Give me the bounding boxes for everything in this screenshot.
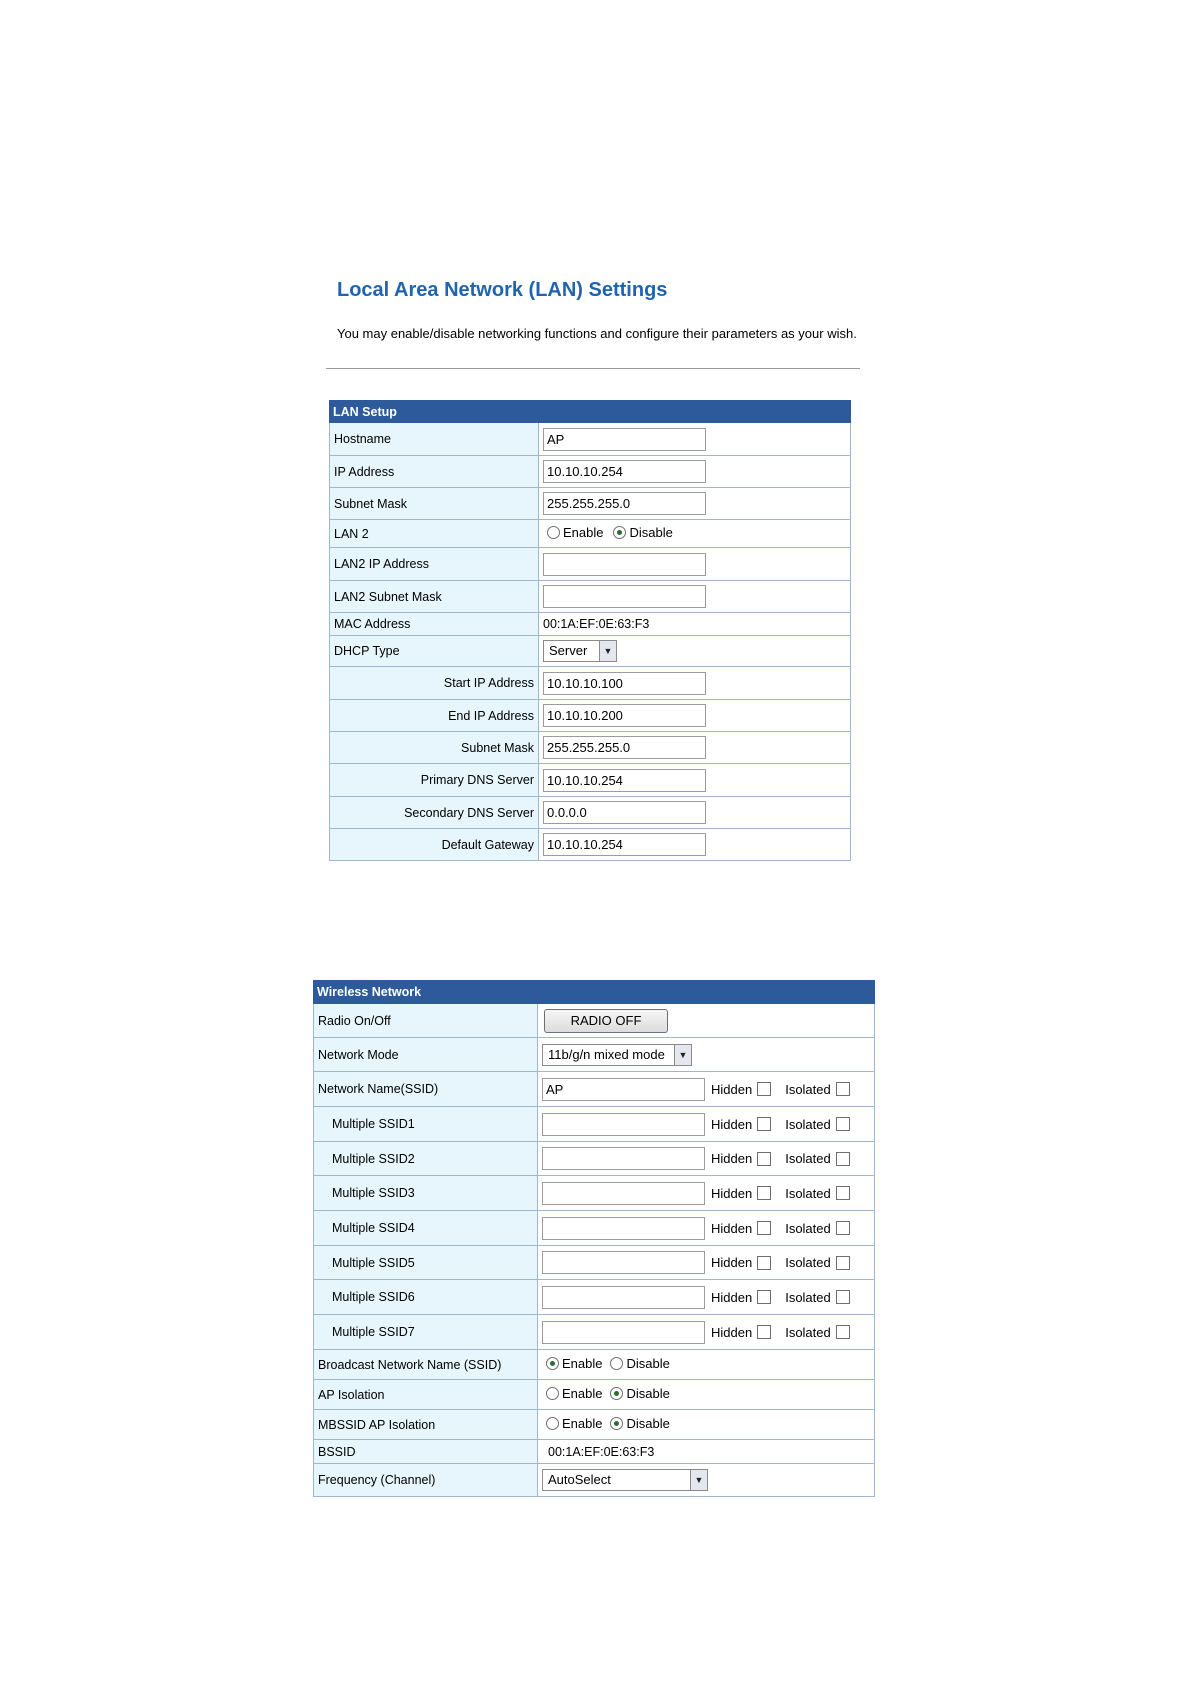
ssid3-isolated-label: Isolated <box>785 1185 831 1201</box>
lan2-enable-radio[interactable] <box>547 526 560 539</box>
primary-dns-label: Primary DNS Server <box>330 764 539 797</box>
network-mode-label: Network Mode <box>314 1038 538 1072</box>
ip-address-label: IP Address <box>330 456 539 488</box>
multiple-ssid6-input[interactable] <box>542 1286 705 1309</box>
mac-address-value: 00:1A:EF:0E:63:F3 <box>539 613 851 636</box>
ap-isolation-radio-group <box>542 1386 670 1401</box>
broadcast-ssid-label: Broadcast Network Name (SSID) <box>314 1350 538 1380</box>
multiple-ssid2-input[interactable] <box>542 1147 705 1170</box>
secondary-dns-input[interactable]: 0.0.0.0 <box>543 801 706 824</box>
lan2-ip-input[interactable] <box>543 553 706 576</box>
lan2-radio-group <box>543 525 673 540</box>
multiple-ssid3-label: Multiple SSID3 <box>314 1176 538 1211</box>
ssid-hidden-label: Hidden <box>711 1081 753 1097</box>
lan-setup-table <box>329 400 851 861</box>
default-gateway-input[interactable]: 10.10.10.254 <box>543 833 706 856</box>
dhcp-subnet-mask-input[interactable]: 255.255.255.0 <box>543 736 706 759</box>
ssid-hidden-checkbox[interactable] <box>757 1082 771 1096</box>
bssid-value: 00:1A:EF:0E:63:F3 <box>538 1440 875 1464</box>
multiple-ssid5-label: Multiple SSID5 <box>314 1246 538 1280</box>
chevron-down-icon: ▼ <box>674 1045 691 1065</box>
broadcast-radio-group <box>542 1356 670 1371</box>
mbssid-isolation-radio-group <box>542 1416 670 1431</box>
ssid5-hidden-checkbox[interactable] <box>757 1256 771 1270</box>
broadcast-disable-label: Disable <box>626 1356 670 1371</box>
ip-address-input[interactable]: 10.10.10.254 <box>543 460 706 483</box>
dhcp-type-value: Server <box>549 643 588 658</box>
mbssid-isolation-disable-label: Disable <box>626 1416 670 1431</box>
broadcast-enable-radio[interactable] <box>546 1357 559 1370</box>
ssid3-hidden-label: Hidden <box>711 1185 753 1201</box>
ssid5-isolated-checkbox[interactable] <box>836 1256 850 1270</box>
hostname-label: Hostname <box>330 423 539 456</box>
ssid1-isolated-label: Isolated <box>785 1116 831 1132</box>
frequency-value: AutoSelect <box>548 1472 611 1487</box>
mbssid-isolation-label: MBSSID AP Isolation <box>314 1410 538 1440</box>
ssid2-hidden-checkbox[interactable] <box>757 1152 771 1166</box>
multiple-ssid3-input[interactable] <box>542 1182 705 1205</box>
ssid1-hidden-checkbox[interactable] <box>757 1117 771 1131</box>
ssid-label: Network Name(SSID) <box>314 1072 538 1107</box>
ssid6-hidden-label: Hidden <box>711 1289 753 1305</box>
network-mode-select[interactable] <box>542 1044 692 1066</box>
multiple-ssid7-input[interactable] <box>542 1321 705 1344</box>
wireless-network-header: Wireless Network <box>314 981 875 1004</box>
ap-isolation-enable-radio[interactable] <box>546 1387 559 1400</box>
end-ip-label: End IP Address <box>330 700 539 732</box>
ssid7-isolated-label: Isolated <box>785 1324 831 1340</box>
ssid5-hidden-label: Hidden <box>711 1255 753 1270</box>
radio-onoff-label: Radio On/Off <box>314 1004 538 1038</box>
dhcp-type-select[interactable] <box>543 640 617 662</box>
multiple-ssid7-label: Multiple SSID7 <box>314 1315 538 1350</box>
radio-off-button[interactable]: RADIO OFF <box>544 1009 668 1033</box>
wireless-network-table <box>313 980 875 1497</box>
ap-isolation-disable-label: Disable <box>626 1386 670 1401</box>
lan2-label: LAN 2 <box>330 520 539 548</box>
mbssid-isolation-enable-label: Enable <box>562 1416 603 1431</box>
multiple-ssid5-input[interactable] <box>542 1251 705 1274</box>
ssid7-hidden-label: Hidden <box>711 1324 753 1340</box>
chevron-down-icon: ▼ <box>599 641 616 661</box>
start-ip-input[interactable]: 10.10.10.100 <box>543 672 706 695</box>
primary-dns-input[interactable]: 10.10.10.254 <box>543 769 706 792</box>
default-gateway-label: Default Gateway <box>330 829 539 861</box>
hostname-input[interactable]: AP <box>543 428 706 451</box>
ssid-isolated-checkbox[interactable] <box>836 1082 850 1096</box>
ssid2-isolated-label: Isolated <box>785 1151 831 1166</box>
subnet-mask-input[interactable]: 255.255.255.0 <box>543 492 706 515</box>
network-mode-value: 11b/g/n mixed mode <box>548 1046 665 1062</box>
ap-isolation-enable-label: Enable <box>562 1386 603 1401</box>
frequency-select[interactable] <box>542 1469 708 1491</box>
page-title: Local Area Network (LAN) Settings <box>337 279 668 301</box>
broadcast-enable-label: Enable <box>562 1356 603 1371</box>
ssid7-isolated-checkbox[interactable] <box>836 1325 850 1339</box>
frequency-label: Frequency (Channel) <box>314 1464 538 1497</box>
chevron-down-icon: ▼ <box>690 1470 707 1490</box>
broadcast-disable-radio[interactable] <box>610 1357 623 1370</box>
ssid6-isolated-label: Isolated <box>785 1289 831 1305</box>
multiple-ssid6-label: Multiple SSID6 <box>314 1280 538 1315</box>
dhcp-subnet-mask-label: Subnet Mask <box>330 732 539 764</box>
ssid6-isolated-checkbox[interactable] <box>836 1290 850 1304</box>
page-description: You may enable/disable networking functions and configure their parameters as your wish. <box>337 326 857 341</box>
start-ip-label: Start IP Address <box>330 667 539 700</box>
ssid1-isolated-checkbox[interactable] <box>836 1117 850 1131</box>
lan-setup-header: LAN Setup <box>330 401 851 423</box>
end-ip-input[interactable]: 10.10.10.200 <box>543 704 706 727</box>
divider <box>326 368 860 369</box>
multiple-ssid4-label: Multiple SSID4 <box>314 1211 538 1246</box>
ssid5-isolated-label: Isolated <box>785 1255 831 1270</box>
multiple-ssid2-label: Multiple SSID2 <box>314 1142 538 1176</box>
bssid-label: BSSID <box>314 1440 538 1464</box>
ssid1-hidden-label: Hidden <box>711 1116 753 1132</box>
ssid3-isolated-checkbox[interactable] <box>836 1186 850 1200</box>
multiple-ssid4-input[interactable] <box>542 1217 705 1240</box>
ap-isolation-label: AP Isolation <box>314 1380 538 1410</box>
ssid6-hidden-checkbox[interactable] <box>757 1290 771 1304</box>
lan2-ip-label: LAN2 IP Address <box>330 548 539 581</box>
secondary-dns-label: Secondary DNS Server <box>330 797 539 829</box>
ap-isolation-disable-radio[interactable] <box>610 1387 623 1400</box>
ssid4-isolated-label: Isolated <box>785 1220 831 1236</box>
lan2-disable-radio[interactable] <box>613 526 626 539</box>
ssid4-isolated-checkbox[interactable] <box>836 1221 850 1235</box>
ssid4-hidden-label: Hidden <box>711 1220 753 1236</box>
ssid2-hidden-label: Hidden <box>711 1151 753 1166</box>
mbssid-isolation-enable-radio[interactable] <box>546 1417 559 1430</box>
ssid2-isolated-checkbox[interactable] <box>836 1152 850 1166</box>
multiple-ssid1-input[interactable] <box>542 1113 705 1136</box>
mbssid-isolation-disable-radio[interactable] <box>610 1417 623 1430</box>
ssid-input[interactable]: AP <box>542 1078 705 1101</box>
lan2-mask-input[interactable] <box>543 585 706 608</box>
dhcp-type-label: DHCP Type <box>330 636 539 667</box>
lan2-mask-label: LAN2 Subnet Mask <box>330 581 539 613</box>
lan2-enable-label: Enable <box>563 525 604 540</box>
ssid3-hidden-checkbox[interactable] <box>757 1186 771 1200</box>
ssid4-hidden-checkbox[interactable] <box>757 1221 771 1235</box>
lan2-disable-label: Disable <box>629 525 673 540</box>
ssid-isolated-label: Isolated <box>785 1081 831 1097</box>
multiple-ssid1-label: Multiple SSID1 <box>314 1107 538 1142</box>
ssid7-hidden-checkbox[interactable] <box>757 1325 771 1339</box>
subnet-mask-label: Subnet Mask <box>330 488 539 520</box>
mac-address-label: MAC Address <box>330 613 539 636</box>
